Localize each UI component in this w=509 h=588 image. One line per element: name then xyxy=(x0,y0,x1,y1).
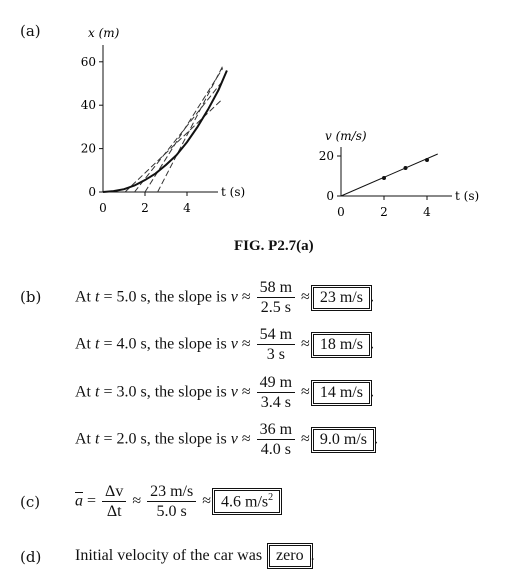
v-symbol: v xyxy=(230,383,238,401)
x-tick-label: 4 xyxy=(183,201,191,215)
row-text: = 2.0 s, the slope is xyxy=(103,430,227,448)
part-c-label: (c) xyxy=(20,493,41,511)
a-bar-symbol: $\overline{a}$ xyxy=(75,492,83,510)
y-tick-label: 20 xyxy=(80,141,96,156)
fraction-numerator: Δv xyxy=(102,482,126,502)
velocity-point xyxy=(425,158,429,162)
y-tick-label: 0 xyxy=(326,189,334,203)
t-symbol: t xyxy=(95,335,100,353)
fraction-denominator: Δt xyxy=(106,503,122,520)
slope-row-3: At t = 3.0 s, the slope is v ≈ $\frac{49 m}{3.4 s}$ ≈ 14 m/s . xyxy=(75,374,374,411)
row-prefix: At xyxy=(75,383,91,401)
y-tick-label: 60 xyxy=(80,54,96,69)
x-tick-label: 4 xyxy=(423,205,431,219)
slope-row-1: At t = 5.0 s, the slope is v ≈ $\frac{58 m}{2.5 s}$ ≈ 23 m/s . xyxy=(75,279,374,316)
v-symbol: v xyxy=(230,288,238,306)
result-exponent: 2 xyxy=(268,491,274,503)
row-prefix: At xyxy=(75,288,91,306)
value-fraction xyxy=(147,482,196,521)
y-tick-label: 20 xyxy=(318,149,334,163)
slope-row-4: At t = 2.0 s, the slope is v ≈ $\frac{36 m}{4.0 s}$ ≈ 9.0 m/s . xyxy=(75,421,378,458)
answer-box: zero xyxy=(269,545,311,567)
slope-fraction xyxy=(257,278,295,317)
velocity-time-chart xyxy=(319,129,479,219)
part-d-label: (d) xyxy=(20,548,42,566)
row-prefix: At xyxy=(75,335,91,353)
velocity-point xyxy=(404,166,408,170)
tangent-line xyxy=(125,101,221,192)
row-prefix: At xyxy=(75,430,91,448)
position-time-chart xyxy=(81,26,245,215)
t-symbol: t xyxy=(95,383,100,401)
x-vs-t-y-axis-label: x (m) xyxy=(88,26,120,40)
result-box xyxy=(214,490,280,513)
acceleration-row: $\overline{a}$ = $\frac{\Delta v}{\Delta t}$ ≈ $\frac{23 m/s}{5.0 s}$ ≈ 4.6 $m/s^2$ xyxy=(75,482,280,521)
result-box: 23 m/s xyxy=(313,287,370,309)
x-tick-label: 0 xyxy=(337,205,345,219)
v-vs-t-y-axis-label: v (m/s) xyxy=(325,129,367,143)
v-vs-t-x-axis-label: t (s) xyxy=(455,189,480,203)
slope-fraction xyxy=(257,325,295,364)
fraction-numerator: 49 m xyxy=(257,373,295,393)
x-tick-label: 2 xyxy=(380,205,388,219)
row-text: = 5.0 s, the slope is xyxy=(103,288,227,306)
velocity-point xyxy=(382,176,386,180)
slope-fraction xyxy=(257,420,295,459)
fraction-denominator: 3 s xyxy=(266,346,285,363)
x-tick-label: 0 xyxy=(99,201,107,215)
fraction-denominator: 2.5 s xyxy=(260,299,291,316)
figure-p2-7a xyxy=(0,0,509,240)
v-symbol: v xyxy=(230,430,238,448)
t-symbol: t xyxy=(95,288,100,306)
result-box: 14 m/s xyxy=(313,382,370,404)
fraction-numerator: 58 m xyxy=(257,278,295,298)
result-box: 9.0 m/s xyxy=(313,429,374,451)
row-text: Initial velocity of the car was xyxy=(75,547,263,564)
row-text: = 3.0 s, the slope is xyxy=(103,383,227,401)
slope-fraction xyxy=(257,373,295,412)
delta-fraction xyxy=(102,482,126,521)
x-vs-t-x-axis-label: t (s) xyxy=(221,185,246,199)
velocity-fit-line xyxy=(341,154,438,196)
x-tick-label: 2 xyxy=(141,201,149,215)
fraction-denominator: 5.0 s xyxy=(156,503,187,520)
part-b-label: (b) xyxy=(20,288,42,306)
slope-row-2: At t = 4.0 s, the slope is v ≈ $\frac{54 m}{3 s}$ ≈ 18 m/s . xyxy=(75,326,374,363)
row-text: = 4.0 s, the slope is xyxy=(103,335,227,353)
part-a-label: (a) xyxy=(20,22,41,40)
fraction-numerator: 36 m xyxy=(257,420,295,440)
y-tick-label: 40 xyxy=(80,98,96,113)
figure-caption: FIG. P2.7(a) xyxy=(234,238,314,254)
tangent-line xyxy=(135,84,221,193)
v-symbol: v xyxy=(230,335,238,353)
y-tick-label: 0 xyxy=(88,185,96,199)
tangent-line xyxy=(158,66,223,192)
fraction-numerator: 54 m xyxy=(257,325,295,345)
t-symbol: t xyxy=(95,430,100,448)
fraction-denominator: 4.0 s xyxy=(260,441,291,458)
fraction-denominator: 3.4 s xyxy=(260,394,291,411)
result-box: 18 m/s xyxy=(313,334,370,356)
result-value: 4.6 m/s xyxy=(221,493,269,511)
fraction-numerator: 23 m/s xyxy=(147,482,196,502)
position-curve xyxy=(103,70,227,192)
initial-velocity-row: Initial velocity of the car was zero . xyxy=(75,545,315,567)
